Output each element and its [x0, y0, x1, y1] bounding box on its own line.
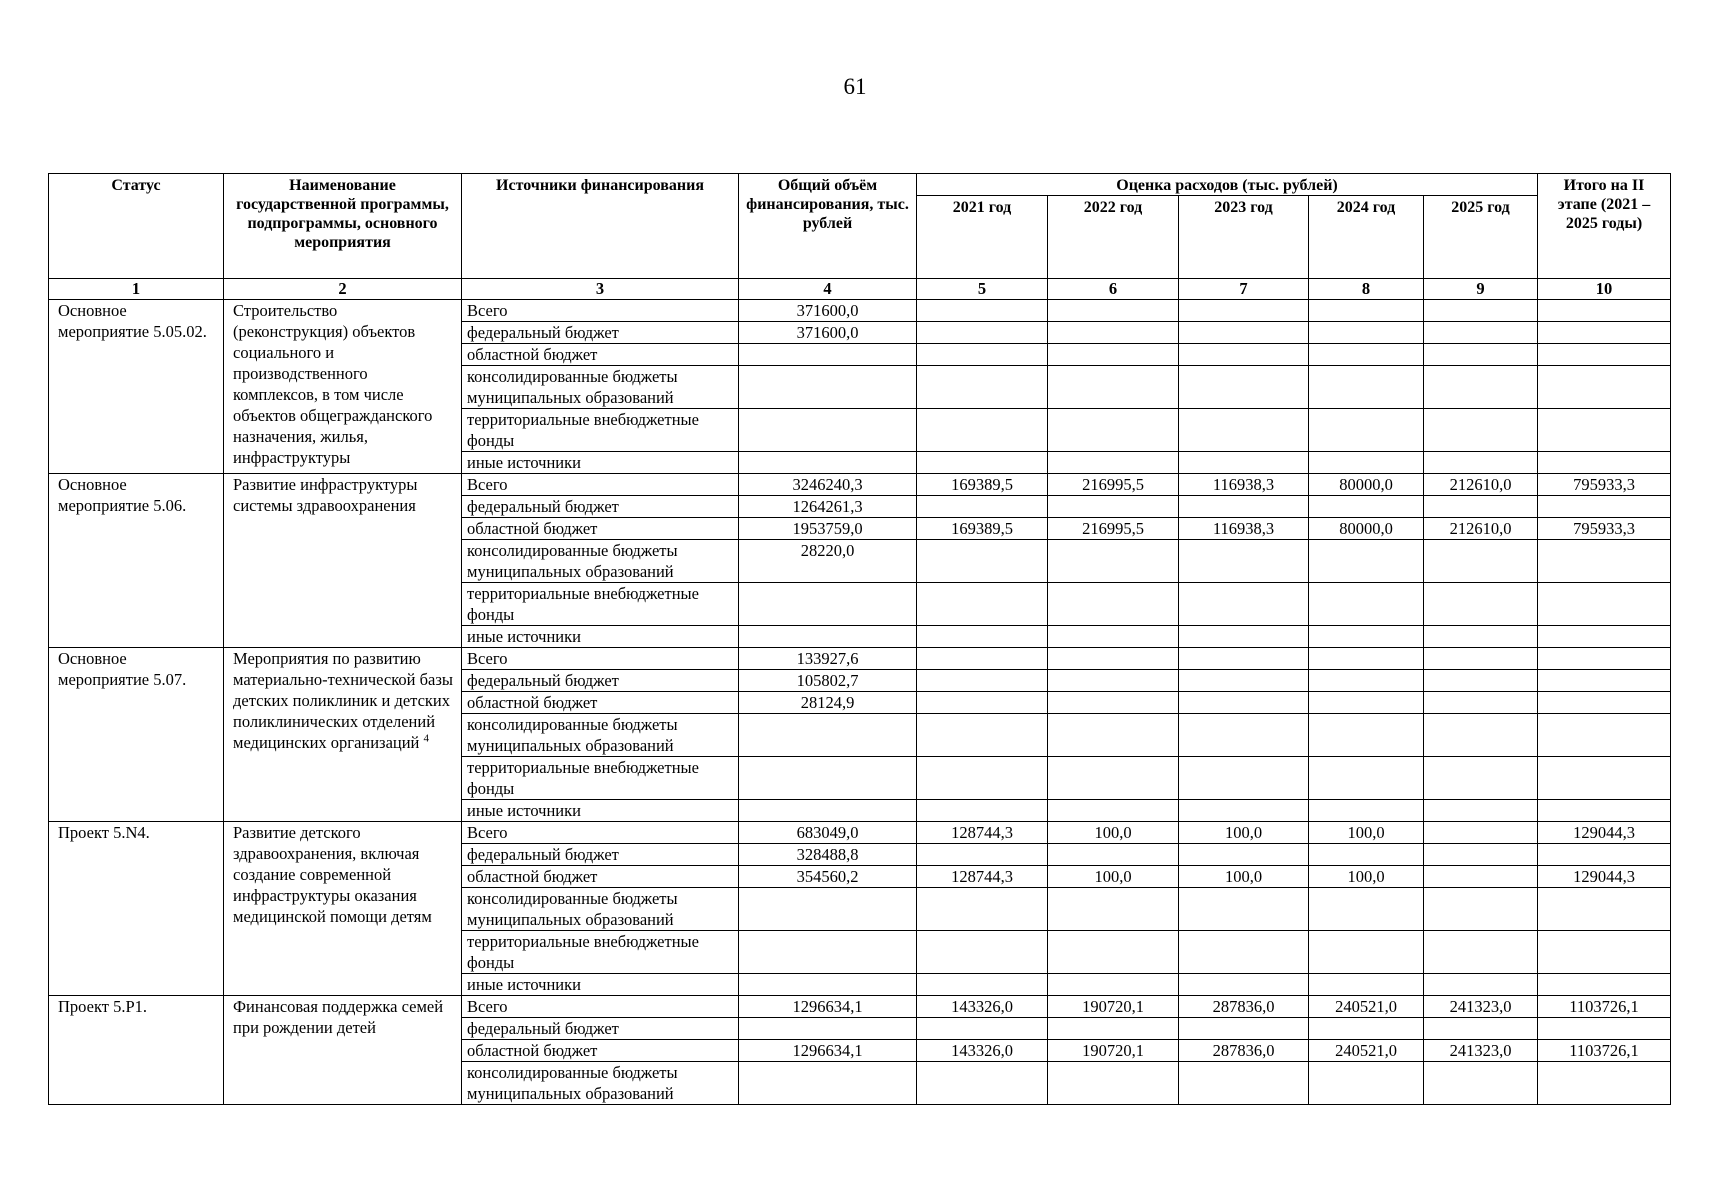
header-year: 2024 год [1309, 196, 1424, 279]
value-cell: 190720,1 [1048, 1040, 1179, 1062]
value-cell: 116938,3 [1179, 518, 1309, 540]
value-cell [1309, 322, 1424, 344]
value-cell [917, 496, 1048, 518]
status-cell: Проект 5.N4. [49, 822, 224, 996]
value-cell: 241323,0 [1424, 1040, 1538, 1062]
value-cell [1179, 670, 1309, 692]
value-cell [1538, 344, 1671, 366]
value-cell: 100,0 [1309, 822, 1424, 844]
value-cell [1179, 1018, 1309, 1040]
value-cell: 169389,5 [917, 518, 1048, 540]
value-cell [1048, 692, 1179, 714]
value-cell [917, 409, 1048, 452]
header-year: 2023 год [1179, 196, 1309, 279]
value-cell [1179, 931, 1309, 974]
value-cell [1309, 1018, 1424, 1040]
value-cell [1179, 648, 1309, 670]
column-number: 6 [1048, 279, 1179, 300]
value-cell: 116938,3 [1179, 474, 1309, 496]
source-cell: Всего [462, 474, 739, 496]
value-cell: 129044,3 [1538, 866, 1671, 888]
table-body [49, 300, 1671, 1105]
value-cell [1309, 844, 1424, 866]
table-row [49, 474, 1671, 496]
value-cell: 1264261,3 [739, 496, 917, 518]
value-cell: 241323,0 [1424, 996, 1538, 1018]
value-cell [1538, 800, 1671, 822]
value-cell [917, 1018, 1048, 1040]
column-number: 3 [462, 279, 739, 300]
column-number: 4 [739, 279, 917, 300]
value-cell [1309, 540, 1424, 583]
value-cell: 3246240,3 [739, 474, 917, 496]
value-cell [1309, 974, 1424, 996]
name-cell [224, 996, 462, 1105]
name-text: Мероприятия по развитию материально-технической базы детских поликлиник и детских поликлинических отделений медицинских организаций [233, 649, 453, 752]
status-cell: Проект 5.P1. [49, 996, 224, 1105]
value-cell [1424, 714, 1538, 757]
value-cell [1424, 757, 1538, 800]
column-number: 1 [49, 279, 224, 300]
value-cell [1048, 344, 1179, 366]
value-cell: 190720,1 [1048, 996, 1179, 1018]
value-cell: 128744,3 [917, 822, 1048, 844]
value-cell [1309, 757, 1424, 800]
value-cell [1538, 670, 1671, 692]
source-cell: территориальные внебюджетные фонды [462, 757, 739, 800]
header-stage-total: Итого на II этапе (2021 – 2025 годы) [1538, 174, 1671, 279]
value-cell: 328488,8 [739, 844, 917, 866]
value-cell [1048, 800, 1179, 822]
value-cell [1048, 452, 1179, 474]
value-cell [917, 800, 1048, 822]
value-cell [1538, 1018, 1671, 1040]
value-cell [1538, 583, 1671, 626]
value-cell [1048, 366, 1179, 409]
value-cell: 795933,3 [1538, 474, 1671, 496]
value-cell [1309, 409, 1424, 452]
value-cell [1424, 800, 1538, 822]
value-cell [917, 692, 1048, 714]
value-cell: 216995,5 [1048, 518, 1179, 540]
value-cell [917, 974, 1048, 996]
value-cell [1309, 888, 1424, 931]
value-cell [1309, 648, 1424, 670]
source-cell: Всего [462, 822, 739, 844]
value-cell [1179, 974, 1309, 996]
value-cell [917, 670, 1048, 692]
source-cell: иные источники [462, 974, 739, 996]
value-cell [1424, 888, 1538, 931]
value-cell: 1296634,1 [739, 1040, 917, 1062]
source-cell: консолидированные бюджеты муниципальных образований [462, 1062, 739, 1105]
value-cell [739, 366, 917, 409]
status-cell: Основное мероприятие 5.06. [49, 474, 224, 648]
value-cell [739, 888, 917, 931]
value-cell [739, 409, 917, 452]
header-year: 2022 год [1048, 196, 1179, 279]
value-cell [1424, 496, 1538, 518]
source-cell: Всего [462, 996, 739, 1018]
value-cell: 287836,0 [1179, 1040, 1309, 1062]
value-cell [917, 300, 1048, 322]
value-cell [1179, 626, 1309, 648]
name-text: Финансовая поддержка семей при рождении детей [233, 997, 444, 1037]
value-cell: 133927,6 [739, 648, 917, 670]
table-row [49, 822, 1671, 844]
value-cell [1424, 322, 1538, 344]
value-cell [1179, 692, 1309, 714]
column-number: 10 [1538, 279, 1671, 300]
value-cell [1179, 888, 1309, 931]
value-cell [1538, 648, 1671, 670]
value-cell: 1103726,1 [1538, 996, 1671, 1018]
value-cell [1538, 757, 1671, 800]
value-cell: 100,0 [1179, 822, 1309, 844]
value-cell [1048, 626, 1179, 648]
value-cell [1179, 757, 1309, 800]
value-cell [1424, 670, 1538, 692]
value-cell [917, 931, 1048, 974]
value-cell [1424, 583, 1538, 626]
source-cell: территориальные внебюджетные фонды [462, 583, 739, 626]
value-cell [1309, 1062, 1424, 1105]
value-cell: 169389,5 [917, 474, 1048, 496]
value-cell [1538, 496, 1671, 518]
source-cell: федеральный бюджет [462, 670, 739, 692]
value-cell [1424, 648, 1538, 670]
source-cell: Всего [462, 300, 739, 322]
value-cell [1048, 648, 1179, 670]
value-cell [917, 626, 1048, 648]
value-cell: 287836,0 [1179, 996, 1309, 1018]
source-cell: территориальные внебюджетные фонды [462, 409, 739, 452]
value-cell [917, 540, 1048, 583]
header-sources: Источники финансирования [462, 174, 739, 279]
financing-table [48, 173, 1671, 1105]
value-cell [917, 714, 1048, 757]
source-cell: федеральный бюджет [462, 1018, 739, 1040]
value-cell [1538, 974, 1671, 996]
source-cell: федеральный бюджет [462, 844, 739, 866]
value-cell: 216995,5 [1048, 474, 1179, 496]
name-text: Развитие детского здравоохранения, включая создание современной инфраструктуры оказания медицинской помощи детям [233, 823, 432, 926]
value-cell [1309, 800, 1424, 822]
value-cell [1309, 714, 1424, 757]
value-cell [1048, 322, 1179, 344]
value-cell [739, 452, 917, 474]
column-number: 2 [224, 279, 462, 300]
value-cell: 100,0 [1048, 866, 1179, 888]
value-cell [1538, 322, 1671, 344]
value-cell [917, 344, 1048, 366]
value-cell [1538, 452, 1671, 474]
value-cell: 80000,0 [1309, 474, 1424, 496]
value-cell [1424, 844, 1538, 866]
value-cell [1538, 626, 1671, 648]
source-cell: консолидированные бюджеты муниципальных образований [462, 714, 739, 757]
value-cell [917, 583, 1048, 626]
value-cell: 128744,3 [917, 866, 1048, 888]
table-row [49, 648, 1671, 670]
value-cell: 240521,0 [1309, 996, 1424, 1018]
source-cell: иные источники [462, 626, 739, 648]
source-cell: территориальные внебюджетные фонды [462, 931, 739, 974]
value-cell [1309, 583, 1424, 626]
value-cell [1179, 540, 1309, 583]
value-cell [1309, 366, 1424, 409]
value-cell: 1296634,1 [739, 996, 917, 1018]
value-cell: 28220,0 [739, 540, 917, 583]
value-cell: 1103726,1 [1538, 1040, 1671, 1062]
name-cell [224, 300, 462, 474]
source-cell: областной бюджет [462, 344, 739, 366]
status-cell: Основное мероприятие 5.07. [49, 648, 224, 822]
value-cell [1048, 1018, 1179, 1040]
value-cell [1538, 540, 1671, 583]
value-cell [739, 1062, 917, 1105]
source-cell: областной бюджет [462, 692, 739, 714]
value-cell: 212610,0 [1424, 518, 1538, 540]
value-cell: 354560,2 [739, 866, 917, 888]
value-cell [1424, 692, 1538, 714]
header-total: Общий объём финансирования, тыс. рублей [739, 174, 917, 279]
value-cell [1424, 866, 1538, 888]
value-cell [1309, 496, 1424, 518]
value-cell [1048, 540, 1179, 583]
value-cell [1179, 409, 1309, 452]
value-cell [1048, 583, 1179, 626]
column-number-row [49, 279, 1671, 300]
source-cell: консолидированные бюджеты муниципальных образований [462, 888, 739, 931]
name-cell [224, 822, 462, 996]
name-text: Строительство (реконструкция) объектов социального и производственного комплексов, в том числе объектов общегражданского назначения, жилья, инфраструктуры [233, 301, 433, 467]
source-cell: консолидированные бюджеты муниципальных образований [462, 540, 739, 583]
table-row [49, 996, 1671, 1018]
value-cell [1309, 344, 1424, 366]
name-cell [224, 474, 462, 648]
value-cell [1424, 974, 1538, 996]
value-cell [1424, 1062, 1538, 1105]
value-cell [1309, 452, 1424, 474]
value-cell [1048, 496, 1179, 518]
page-number: 61 [843, 74, 867, 99]
value-cell [1424, 822, 1538, 844]
value-cell [1048, 757, 1179, 800]
value-cell: 371600,0 [739, 300, 917, 322]
value-cell [1309, 626, 1424, 648]
value-cell [1179, 1062, 1309, 1105]
value-cell: 795933,3 [1538, 518, 1671, 540]
value-cell [917, 844, 1048, 866]
value-cell [1424, 1018, 1538, 1040]
value-cell [1538, 300, 1671, 322]
source-cell: областной бюджет [462, 1040, 739, 1062]
value-cell [1424, 540, 1538, 583]
value-cell [739, 344, 917, 366]
value-cell [739, 626, 917, 648]
header-row-1 [49, 174, 1671, 196]
value-cell [1424, 931, 1538, 974]
value-cell [1048, 300, 1179, 322]
value-cell [1179, 583, 1309, 626]
value-cell: 212610,0 [1424, 474, 1538, 496]
source-cell: федеральный бюджет [462, 496, 739, 518]
value-cell [1424, 409, 1538, 452]
header-estimate: Оценка расходов (тыс. рублей) [917, 174, 1538, 196]
value-cell [1179, 800, 1309, 822]
source-cell: областной бюджет [462, 518, 739, 540]
value-cell [917, 366, 1048, 409]
column-number: 5 [917, 279, 1048, 300]
source-cell: иные источники [462, 452, 739, 474]
value-cell: 143326,0 [917, 1040, 1048, 1062]
header-status: Статус [49, 174, 224, 279]
value-cell [1048, 974, 1179, 996]
value-cell [1048, 714, 1179, 757]
value-cell [1179, 322, 1309, 344]
value-cell [1309, 670, 1424, 692]
value-cell [1424, 300, 1538, 322]
value-cell: 100,0 [1048, 822, 1179, 844]
value-cell [1309, 931, 1424, 974]
value-cell [1538, 888, 1671, 931]
value-cell [1538, 366, 1671, 409]
value-cell: 129044,3 [1538, 822, 1671, 844]
value-cell [739, 583, 917, 626]
value-cell [1048, 931, 1179, 974]
value-cell [917, 888, 1048, 931]
value-cell [739, 974, 917, 996]
value-cell [1179, 300, 1309, 322]
value-cell [739, 757, 917, 800]
value-cell: 1953759,0 [739, 518, 917, 540]
value-cell [1424, 626, 1538, 648]
value-cell [1538, 714, 1671, 757]
value-cell: 143326,0 [917, 996, 1048, 1018]
value-cell [917, 322, 1048, 344]
value-cell [739, 800, 917, 822]
value-cell [1424, 366, 1538, 409]
value-cell: 240521,0 [1309, 1040, 1424, 1062]
value-cell [1048, 670, 1179, 692]
value-cell [1424, 344, 1538, 366]
value-cell [1309, 300, 1424, 322]
value-cell [1309, 692, 1424, 714]
value-cell [1048, 888, 1179, 931]
source-cell: федеральный бюджет [462, 322, 739, 344]
header-year: 2025 год [1424, 196, 1538, 279]
source-cell: консолидированные бюджеты муниципальных образований [462, 366, 739, 409]
column-number: 8 [1309, 279, 1424, 300]
column-number: 7 [1179, 279, 1309, 300]
table-row [49, 300, 1671, 322]
value-cell: 105802,7 [739, 670, 917, 692]
header-year: 2021 год [917, 196, 1048, 279]
name-text: Развитие инфраструктуры системы здравоохранения [233, 475, 418, 515]
value-cell [917, 452, 1048, 474]
source-cell: областной бюджет [462, 866, 739, 888]
value-cell [1048, 409, 1179, 452]
column-number: 9 [1424, 279, 1538, 300]
value-cell [1424, 452, 1538, 474]
value-cell: 683049,0 [739, 822, 917, 844]
value-cell [1538, 409, 1671, 452]
status-cell: Основное мероприятие 5.05.02. [49, 300, 224, 474]
source-cell: иные источники [462, 800, 739, 822]
value-cell [1048, 1062, 1179, 1105]
value-cell: 100,0 [1309, 866, 1424, 888]
value-cell [1179, 496, 1309, 518]
source-cell: Всего [462, 648, 739, 670]
value-cell [1179, 452, 1309, 474]
value-cell: 371600,0 [739, 322, 917, 344]
value-cell: 80000,0 [1309, 518, 1424, 540]
value-cell: 28124,9 [739, 692, 917, 714]
value-cell [739, 714, 917, 757]
value-cell [739, 931, 917, 974]
value-cell [917, 757, 1048, 800]
footnote-marker: 4 [423, 732, 430, 745]
value-cell [1179, 344, 1309, 366]
value-cell [739, 1018, 917, 1040]
value-cell [1179, 714, 1309, 757]
header-name: Наименование государственной программы, подпрограммы, основного мероприятия [224, 174, 462, 279]
value-cell [1538, 844, 1671, 866]
value-cell: 100,0 [1179, 866, 1309, 888]
value-cell [1179, 844, 1309, 866]
value-cell [917, 1062, 1048, 1105]
value-cell [1538, 692, 1671, 714]
value-cell [917, 648, 1048, 670]
value-cell [1048, 844, 1179, 866]
value-cell [1538, 931, 1671, 974]
name-cell [224, 648, 462, 822]
value-cell [1538, 1062, 1671, 1105]
value-cell [1179, 366, 1309, 409]
